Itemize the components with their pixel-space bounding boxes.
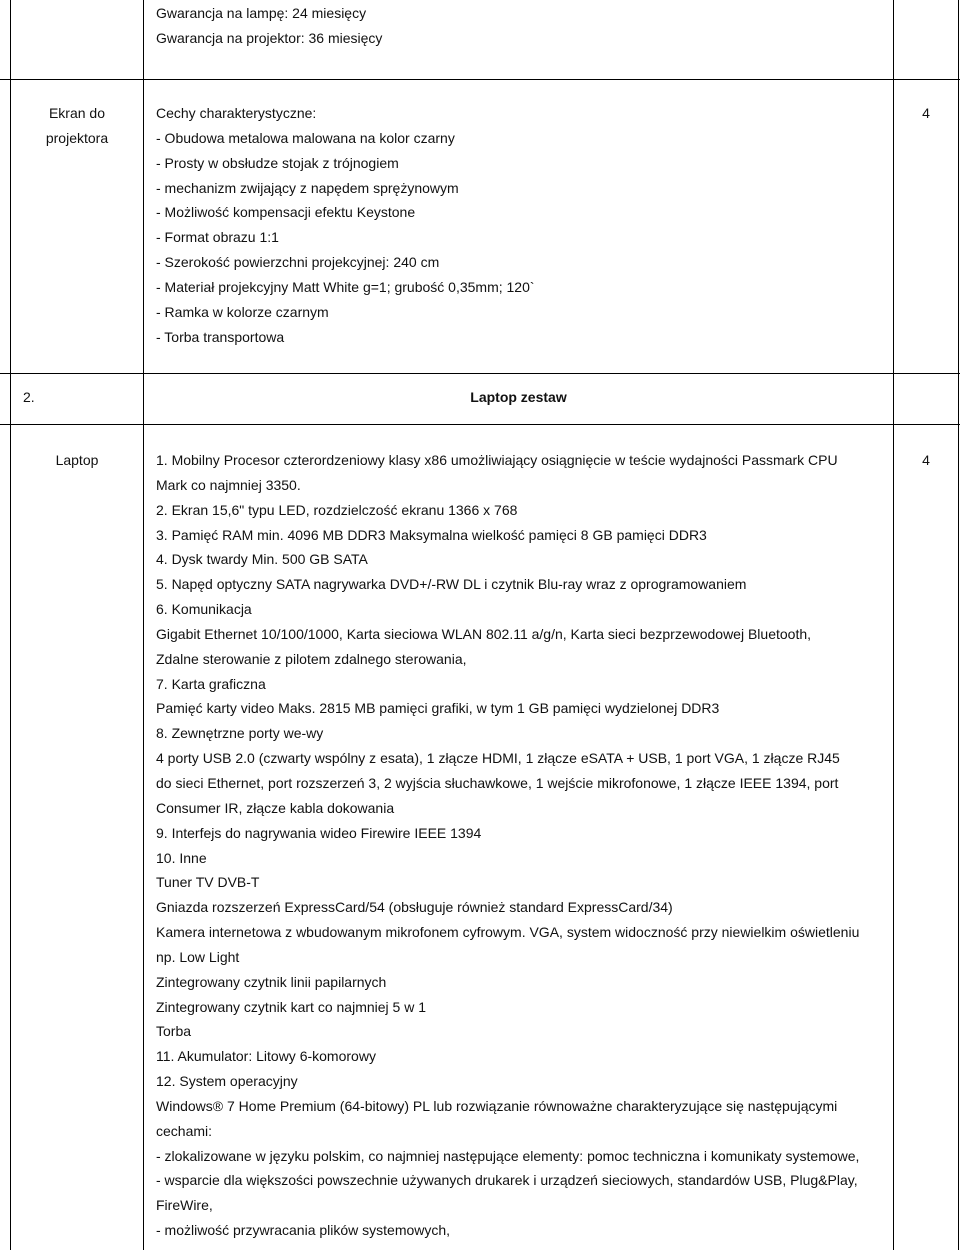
- laptop-quantity: 4: [922, 452, 930, 468]
- screen-specification: [156, 101, 535, 349]
- spec-line: Gniazda rozszerzeń ExpressCard/54 (obsługuje również standard ExpressCard/34): [156, 899, 673, 916]
- spec-line: 12. System operacyjny: [156, 1073, 298, 1090]
- spec-line: 5. Napęd optyczny SATA nagrywarka DVD+/-RW DL i czytnik Blu-ray wraz z oprogramowaniem: [156, 576, 747, 593]
- spec-line: 7. Karta graficzna: [156, 675, 266, 692]
- laptop-specification: [156, 448, 859, 1243]
- spec-line: 1. Mobilny Procesor czterordzeniowy klasy x86 umożliwiający osiągnięcie w teście wydajności Passmark CPU: [156, 452, 838, 468]
- spec-line: - Ramka w kolorze czarnym: [156, 303, 329, 320]
- spec-line: Kamera internetowa z wbudowanym mikrofonem cyfrowym. VGA, system widoczność przy niewielkim oświetleniu: [156, 924, 860, 941]
- spec-line: Zintegrowany czytnik kart co najmniej 5 w 1: [156, 998, 426, 1015]
- spec-line: 3. Pamięć RAM min. 4096 MB DDR3 Maksymalna wielkość pamięci 8 GB pamięci DDR3: [156, 526, 707, 543]
- spec-line: cechami:: [156, 1122, 213, 1139]
- warranty-line: Gwarancja na projektor: 36 miesięcy: [156, 29, 383, 46]
- spec-line: 8. Zewnętrzne porty we-wy: [156, 725, 324, 742]
- laptop-item-name: Laptop: [55, 452, 99, 468]
- spec-line: - Torba transportowa: [156, 328, 285, 345]
- table-border-right: [958, 0, 959, 1250]
- spec-line: - Prosty w obsłudze stojak z trójnogiem: [156, 154, 399, 171]
- warranty-line: Gwarancja na lampę: 24 miesięcy: [156, 5, 367, 21]
- spec-line: Zintegrowany czytnik linii papilarnych: [156, 973, 387, 990]
- spec-line: Gigabit Ethernet 10/100/1000, Karta sieciowa WLAN 802.11 a/g/n, Karta sieci bezprzewodowej Bluetooth,: [156, 625, 812, 642]
- table-border-name-column: [143, 0, 144, 1250]
- spec-line: do sieci Ethernet, port rozszerzeń 3, 2 wyjścia słuchawkowe, 1 wejście mikrofonowe, 1 złącze IEEE 1394, port: [156, 774, 839, 791]
- spec-line: Pamięć karty video Maks. 2815 MB pamięci grafiki, w tym 1 GB pamięci wydzielonej DDR3: [156, 700, 720, 717]
- warranty-text: [156, 1, 382, 51]
- spec-line: - Szerokość powierzchni projekcyjnej: 240 cm: [156, 254, 440, 271]
- spec-line: FireWire,: [156, 1197, 213, 1214]
- spec-line: - Obudowa metalowa malowana na kolor czarny: [156, 129, 455, 146]
- table-border-quantity-column: [893, 0, 894, 1250]
- spec-line: Tuner TV DVB-T: [156, 874, 260, 891]
- spec-line: Mark co najmniej 3350.: [156, 476, 301, 493]
- spec-line: Zdalne sterowanie z pilotem zdalnego sterowania,: [156, 650, 467, 667]
- screen-item-name: Ekran do projektora: [45, 105, 109, 146]
- spec-line: - mechanizm zwijający z napędem sprężynowym: [156, 179, 459, 196]
- spec-line: 9. Interfejs do nagrywania wideo Firewire IEEE 1394: [156, 824, 482, 841]
- spec-line: Cechy charakterystyczne:: [156, 105, 317, 121]
- row-divider-2: [0, 373, 960, 374]
- screen-quantity: 4: [922, 105, 930, 121]
- spec-line: - możliwość przywracania plików systemowych,: [156, 1222, 451, 1239]
- table-border-left: [10, 0, 11, 1250]
- row-divider-1: [0, 79, 960, 80]
- spec-line: - Format obrazu 1:1: [156, 229, 279, 246]
- spec-line: - wsparcie dla większości powszechnie używanych drukarek i urządzeń sieciowych, standardów USB, Plug&Play,: [156, 1172, 858, 1189]
- spec-line: - Możliwość kompensacji efektu Keystone: [156, 204, 416, 221]
- spec-line: - Materiał projekcyjny Matt White g=1; grubość 0,35mm; 120`: [156, 278, 535, 295]
- spec-line: Consumer IR, złącze kabla dokowania: [156, 799, 395, 816]
- spec-line: Torba: [156, 1023, 192, 1040]
- spec-line: 2. Ekran 15,6" typu LED, rozdzielczość ekranu 1366 x 768: [156, 501, 518, 518]
- spec-line: 11. Akumulator: Litowy 6-komorowy: [156, 1048, 376, 1065]
- spec-line: - zlokalizowane w języku polskim, co najmniej następujące elementy: pomoc techniczna i komunikaty systemowe,: [156, 1147, 860, 1164]
- spec-line: 4. Dysk twardy Min. 500 GB SATA: [156, 551, 368, 568]
- row-divider-3: [0, 424, 960, 425]
- spec-line: 10. Inne: [156, 849, 207, 866]
- spec-line: 4 porty USB 2.0 (czwarty wspólny z esata), 1 złącze HDMI, 1 złącze eSATA + USB, 1 port VGA, 1 złącze RJ45: [156, 750, 840, 767]
- section-number: 2.: [23, 389, 35, 405]
- spec-line: np. Low Light: [156, 948, 240, 965]
- spec-line: Windows® 7 Home Premium (64-bitowy) PL lub rozwiązanie równoważne charakteryzujące się następującymi: [156, 1097, 838, 1114]
- spec-line: 6. Komunikacja: [156, 601, 252, 618]
- section-title: Laptop zestaw: [470, 389, 567, 405]
